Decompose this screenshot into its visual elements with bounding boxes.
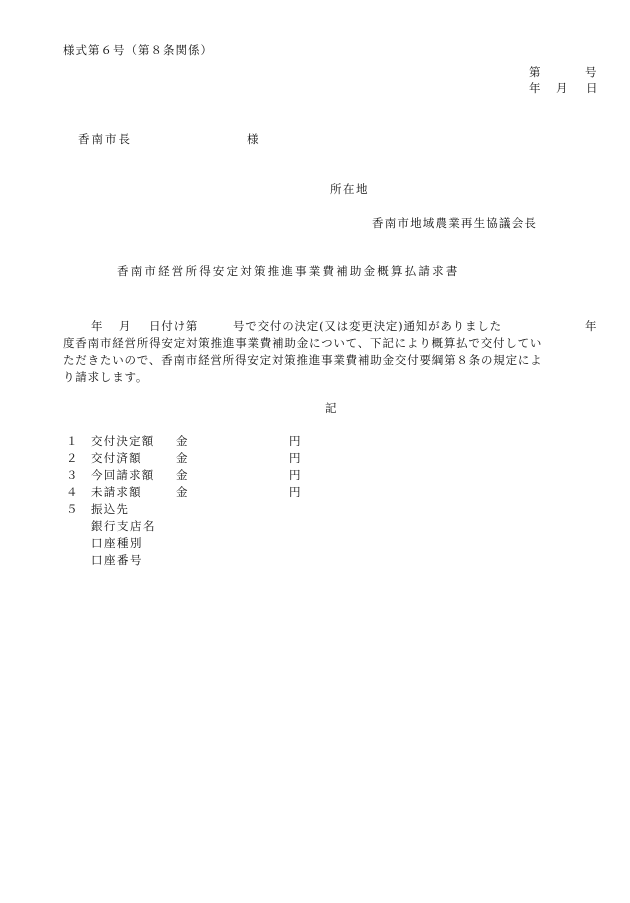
applicant-name: 香南市地域農業再生協議会長 [372, 216, 538, 230]
addressee-honorific: 様 [247, 132, 259, 146]
item-label: 未請求額 [91, 485, 142, 499]
item-row-1 [66, 436, 366, 450]
date-year-label: 年 [529, 81, 541, 95]
body-date-text: 日付け第 [149, 319, 199, 333]
body-notice-text: 号で交付の決定(又は変更決定)通知がありました [233, 319, 502, 333]
body-month: 月 [119, 319, 132, 333]
document-title: 香南市経営所得安定対策推進事業費補助金概算払請求書 [117, 264, 460, 278]
item-label: 振込先 [91, 502, 130, 516]
date-month-label: 月 [556, 81, 568, 95]
item-row-4 [66, 487, 366, 501]
item-kin: 金 [176, 485, 188, 499]
item-yen: 円 [289, 451, 301, 465]
body-line-4: り請求します。 [63, 370, 149, 384]
item-kin: 金 [176, 468, 188, 482]
date-day-label: 日 [586, 81, 598, 95]
item-row-2 [66, 453, 366, 467]
item-yen: 円 [289, 485, 301, 499]
item-row-3 [66, 470, 366, 484]
body-year: 年 [91, 319, 104, 333]
item-label: 今回請求額 [91, 468, 155, 482]
item-number: ３ [66, 468, 78, 482]
body-line-2: 度香南市経営所得安定対策推進事業費補助金について、下記により概算払で交付してい [63, 336, 543, 350]
doc-number-prefix: 第 [529, 65, 541, 79]
item-number: １ [66, 434, 78, 448]
location-label: 所在地 [330, 182, 369, 196]
item-label: 交付決定額 [91, 434, 155, 448]
body-fiscal-year: 年 [585, 319, 598, 333]
item-yen: 円 [289, 434, 301, 448]
account-number-label: 口座番号 [91, 553, 143, 567]
form-number: 様式第６号（第８条関係） [63, 43, 213, 57]
bank-branch-label: 銀行支店名 [91, 519, 156, 533]
item-kin: 金 [176, 451, 188, 465]
item-kin: 金 [176, 434, 188, 448]
addressee-name: 香南市長 [78, 132, 132, 146]
item-yen: 円 [289, 468, 301, 482]
body-line-3: ただきたいので、香南市経営所得安定対策推進事業費補助金交付要綱第８条の規定によ [63, 353, 543, 367]
account-type-label: 口座種別 [91, 536, 143, 550]
ki-label: 記 [325, 401, 337, 415]
doc-number-suffix: 号 [585, 65, 597, 79]
item-label: 交付済額 [91, 451, 142, 465]
item-number: ４ [66, 485, 78, 499]
item-number: ２ [66, 451, 78, 465]
item-number: ５ [66, 502, 78, 516]
item-row-5 [66, 504, 366, 518]
